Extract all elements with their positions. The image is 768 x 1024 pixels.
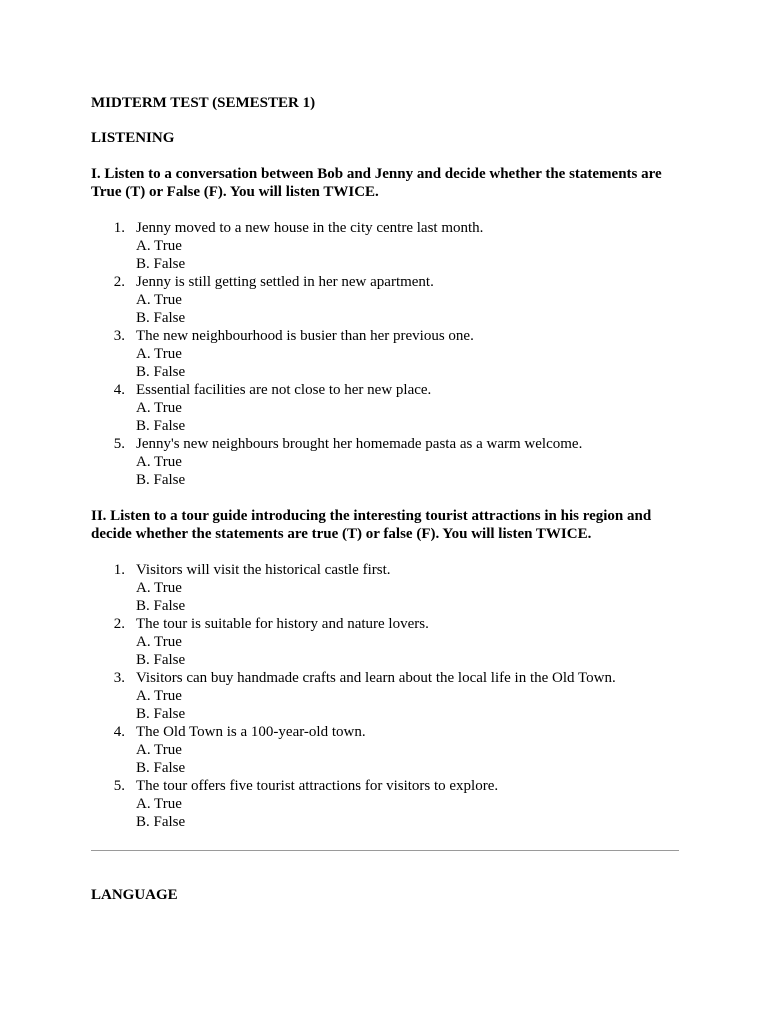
question-number: 1. <box>113 220 125 236</box>
question-text: Jenny is still getting settled in her new apartment. <box>136 274 434 290</box>
test-title: MIDTERM TEST (SEMESTER 1) <box>91 95 316 111</box>
option-a: A. True <box>136 796 182 812</box>
listening-heading: LISTENING <box>91 130 175 146</box>
document-page <box>91 94 679 904</box>
question-text: Visitors will visit the historical castle first. <box>136 562 391 578</box>
question-item <box>91 669 679 723</box>
question-text: Jenny's new neighbours brought her homemade pasta as a warm welcome. <box>136 436 583 452</box>
option-a: A. True <box>136 688 182 704</box>
question-text: The Old Town is a 100-year-old town. <box>136 724 366 740</box>
question-text: The tour is suitable for history and nature lovers. <box>136 616 429 632</box>
option-a: A. True <box>136 580 182 596</box>
question-number: 1. <box>113 562 125 578</box>
question-item <box>91 273 679 327</box>
option-a: A. True <box>136 634 182 650</box>
part1-question-list <box>91 219 679 489</box>
question-item <box>91 381 679 435</box>
option-b: B. False <box>136 418 186 434</box>
option-a: A. True <box>136 742 182 758</box>
question-number: 3. <box>113 328 125 344</box>
question-text: The new neighbourhood is busier than her previous one. <box>136 328 474 344</box>
option-b: B. False <box>136 598 186 614</box>
question-item <box>91 327 679 381</box>
question-text: Visitors can buy handmade crafts and learn about the local life in the Old Town. <box>136 670 616 686</box>
option-a: A. True <box>136 454 182 470</box>
question-number: 2. <box>113 274 125 290</box>
question-item <box>91 777 679 831</box>
question-item <box>91 723 679 777</box>
option-a: A. True <box>136 238 182 254</box>
question-number: 3. <box>113 670 125 686</box>
option-a: A. True <box>136 292 182 308</box>
language-heading: LANGUAGE <box>91 887 178 903</box>
option-b: B. False <box>136 256 186 272</box>
question-item <box>91 435 679 489</box>
part2-instruction: II. Listen to a tour guide introducing the interesting tourist attractions in his region and decide whether the statements are true (T) or false (F). You will listen TWICE. <box>91 508 652 542</box>
section-divider <box>91 850 679 851</box>
option-a: A. True <box>136 400 182 416</box>
option-a: A. True <box>136 346 182 362</box>
question-item <box>91 561 679 615</box>
question-item <box>91 219 679 273</box>
question-item <box>91 615 679 669</box>
question-number: 5. <box>113 778 125 794</box>
option-b: B. False <box>136 706 186 722</box>
question-number: 5. <box>113 436 125 452</box>
option-b: B. False <box>136 364 186 380</box>
option-b: B. False <box>136 472 186 488</box>
option-b: B. False <box>136 310 186 326</box>
question-number: 4. <box>113 724 125 740</box>
option-b: B. False <box>136 760 186 776</box>
part1-instruction: I. Listen to a conversation between Bob and Jenny and decide whether the statements are True (T) or False (F). You will listen TWICE. <box>91 166 662 200</box>
part2-question-list <box>91 561 679 831</box>
question-text: Essential facilities are not close to her new place. <box>136 382 432 398</box>
question-number: 4. <box>113 382 125 398</box>
question-number: 2. <box>113 616 125 632</box>
option-b: B. False <box>136 814 186 830</box>
question-text: Jenny moved to a new house in the city centre last month. <box>136 220 484 236</box>
option-b: B. False <box>136 652 186 668</box>
question-text: The tour offers five tourist attractions for visitors to explore. <box>136 778 499 794</box>
